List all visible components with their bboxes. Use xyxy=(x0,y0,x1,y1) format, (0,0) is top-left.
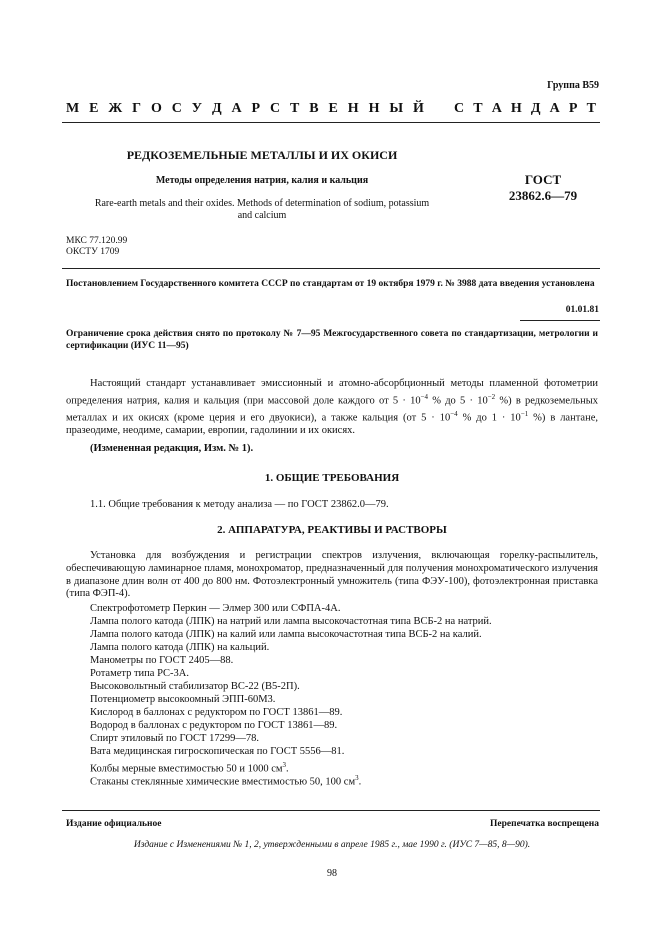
list-item: Водород в баллонах с редуктором по ГОСТ 13861—89. xyxy=(90,720,338,731)
english-title xyxy=(66,198,458,222)
document-subtitle: Методы определения натрия, калия и кальция xyxy=(155,175,369,186)
list-item: Манометры по ГОСТ 2405—88. xyxy=(90,655,234,666)
edition-note: Издание с Изменениями № 1, 2, утвержденными в апреле 1985 г., мае 1990 г. (ИУС 7—85, 8—90). xyxy=(133,840,531,850)
list-item: Лампа полого катода (ЛПК) на кальций. xyxy=(90,642,270,653)
list-item: Ротаметр типа РС-3А. xyxy=(90,668,190,679)
codes-rule xyxy=(62,268,600,269)
effective-date: 01.01.81 xyxy=(565,305,599,315)
gost-label: ГОСТ xyxy=(524,172,562,187)
classification-codes xyxy=(66,236,127,258)
list-item: Спирт этиловый по ГОСТ 17299—78. xyxy=(90,733,259,744)
mks-code: МКС 77.120.99 xyxy=(66,236,128,246)
list-item: Спектрофотометр Перкин — Элмер 300 или СФПА-4А. xyxy=(90,603,341,614)
document-title: РЕДКОЗЕМЕЛЬНЫЕ МЕТАЛЛЫ И ИХ ОКИСИ xyxy=(126,148,398,162)
decree-text: Постановлением Государственного комитета СССР по стандартам от 19 октября 1979 г. № 3988 дата введения установлена xyxy=(66,279,595,289)
official-edition-label: Издание официальное xyxy=(66,819,162,829)
revision-note: (Измененная редакция, Изм. № 1). xyxy=(90,443,254,454)
header-rule xyxy=(62,122,600,123)
list-item-flasks: Колбы мерные вместимостью 50 и 1000 $см^3$. xyxy=(90,761,289,775)
okstu-code: ОКСТУ 1709 xyxy=(66,247,120,257)
reprint-prohibited-label: Перепечатка воспрещена xyxy=(489,819,599,829)
list-item: Потенциометр высокоомный ЭПП-60М3. xyxy=(90,694,276,705)
section-2-heading: 2. АППАРАТУРА, РЕАКТИВЫ И РАСТВОРЫ xyxy=(217,524,447,536)
list-item: Кислород в баллонах с редуктором по ГОСТ 13861—89. xyxy=(90,707,343,718)
intro-paragraph: Настоящий стандарт устанавливает эмиссионный и атомно-абсорбционный методы пламенной фотометрии определения натрия, калия и кальция (при массовой доле каждого от $5 \cdot 10^{-4}$ % до $5 \cdot 10^{-2}$ %) в редкоземельных металлах и их окисях (кроме церия и его двуокиси), а также кальция (от $5 \cdot 10^{-4}$ % до $1 \cdot 10^{-1}$ %) в лантане, празеодиме, неодиме, самарии, европии, гадолинии и их окисях. xyxy=(66,378,598,437)
date-underline xyxy=(520,320,600,321)
list-item: Лампа полого катода (ЛПК) на натрий или лампа высокочастотная типа ВСБ-2 на натрий. xyxy=(90,616,492,627)
banner-word-interstate: М Е Ж Г О С У Д А Р С Т В Е Н Н Ы Й xyxy=(66,101,424,116)
group-code: Группа В59 xyxy=(547,80,599,91)
page-number: 98 xyxy=(327,868,337,879)
list-item: Вата медицинская гигроскопическая по ГОСТ 5556—81. xyxy=(90,746,345,757)
english-title-line-2: and calcium xyxy=(237,210,287,221)
list-item-beakers: Стаканы стеклянные химические вместимостью 50, 100 $см^3$. xyxy=(90,774,362,788)
section-1-text: 1.1. Общие требования к методу анализа — по ГОСТ 23862.0—79. xyxy=(90,499,389,510)
banner-word-standard: С Т А Н Д А Р Т xyxy=(454,101,596,116)
section-2-paragraph: Установка для возбуждения и регистрации спектров излучения, включающая горелку-распылитель, обеспечивающую ламинарное пламя, монохроматор, предназначенный для получения монохроматического излучения в диапазоне длин волн от 400 до 800 нм. Фотоэлектронный умножитель (типа ФЭУ-100), фотоэлектронная приставка (типа ФЭП-4). xyxy=(66,550,598,600)
interstate-standard-banner xyxy=(66,101,596,117)
limitation-note: Ограничение срока действия снято по протоколу № 7—95 Межгосударственного совета по стандартизации, метрологии и сертификации (ИУС 11—95) xyxy=(66,329,598,351)
english-title-line-1: Rare-earth metals and their oxides. Methods of determination of sodium, potassium xyxy=(94,198,430,209)
section-1-heading: 1. ОБЩИЕ ТРЕБОВАНИЯ xyxy=(264,472,400,484)
footer-rule xyxy=(62,810,600,811)
list-item: Лампа полого катода (ЛПК) на калий или лампа высокочастотная типа ВСБ-2 на калий. xyxy=(90,629,482,640)
gost-designation xyxy=(498,172,588,204)
gost-number: 23862.6—79 xyxy=(508,188,578,203)
list-item: Высоковольтный стабилизатор ВС-22 (В5-2П). xyxy=(90,681,300,692)
